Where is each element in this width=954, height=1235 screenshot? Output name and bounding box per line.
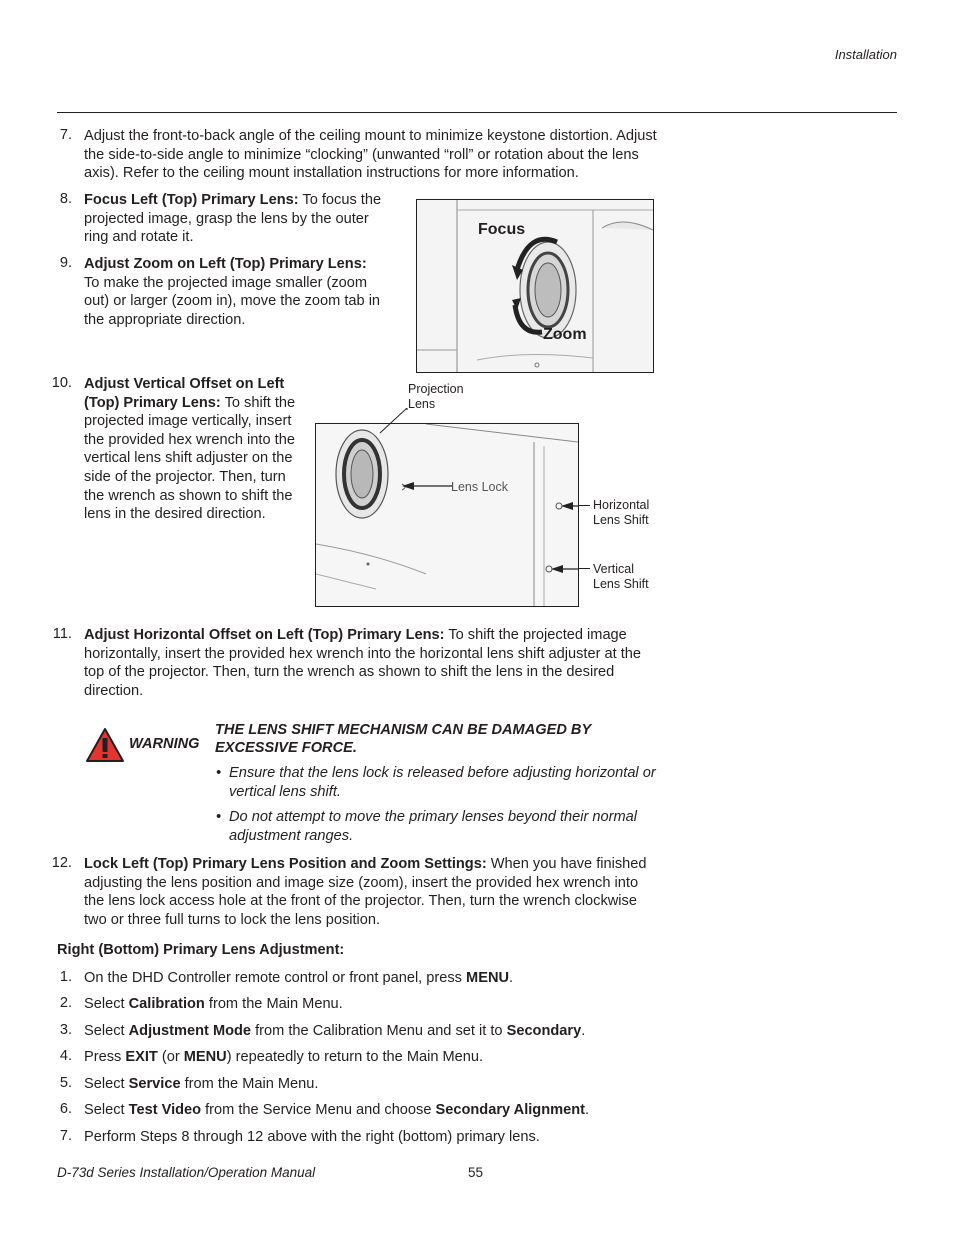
step-11-title: Adjust Horizontal Offset on Left (Top) Primary Lens: [84,627,445,643]
focus-label: Focus [478,221,526,238]
bullet-dot: • [216,765,222,781]
zoom-label: Zoom [543,326,587,343]
step-number: 1. [59,969,72,985]
vertical-lens-shift-label: Vertical Lens Shift [593,562,649,591]
step-10-title: Adjust Vertical Offset on Left (Top) Primary Lens: [84,376,285,411]
bullet-dot: • [216,809,222,825]
running-header: Installation [834,47,897,62]
step-number: 2. [59,995,72,1011]
step-number: 3. [59,1022,72,1038]
lens-shift-illustration [316,424,578,606]
step-9-body: To make the projected image smaller (zoom out) or larger (zoom in), move the zoom tab in the appropriate direction. [84,274,381,328]
step-10-text [84,375,296,524]
projection-lens-leader [355,408,415,448]
step-number: 7. [59,1128,72,1144]
projector-lens-illustration [417,200,653,372]
page-number: 55 [468,1165,484,1180]
step-number: 7. [59,127,72,143]
step-7-text: Adjust the front-to-back angle of the ceiling mount to minimize keystone distortion. Adjust the side-to-side angle to minimize “clocking” (unwanted “roll” or rotation about the lens axis). Refer to the ceiling mount installation instructions for more information. [84,128,657,182]
lens-lock-label: Lens Lock [451,480,508,494]
lens-shift-figure [315,423,579,607]
right-step-1: On the DHD Controller remote control or front panel, press MENU. [84,970,514,986]
warning-bullet-2: Do not attempt to move the primary lenses beyond their normal adjustment ranges. [229,809,638,844]
projection-lens-label: Projection Lens [408,382,464,411]
step-12-title: Lock Left (Top) Primary Lens Position and Zoom Settings: [84,856,487,872]
step-12-body: When you have finished adjusting the lens position and image size (zoom), insert the provided hex wrench into the lens lock access hole at the front of the projector. Then, turn the wrench clockwise two or three full turns to lock the lens position. [84,856,647,928]
step-9-text [84,255,384,329]
step-11-text [84,626,658,700]
step-8-text [84,191,384,247]
step-number: 8. [59,191,72,207]
warning-label: WARNING [129,736,200,752]
focus-zoom-figure [416,199,654,373]
step-8-body: To focus the projected image, grasp the lens by the outer ring and rotate it. [84,192,382,246]
right-step-5: Select Service from the Main Menu. [84,1076,319,1092]
step-8-title: Focus Left (Top) Primary Lens: [84,192,299,208]
step-number: 4. [59,1048,72,1064]
step-9-title: Adjust Zoom on Left (Top) Primary Lens: [84,256,367,272]
step-number: 5. [59,1075,72,1091]
warning-heading: THE LENS SHIFT MECHANISM CAN BE DAMAGED BY EXCESSIVE FORCE. [215,722,591,756]
horizontal-lens-shift-label: Horizontal Lens Shift [593,498,650,527]
horizontal-leader [578,505,590,506]
warning-bullet-1: Ensure that the lens lock is released before adjusting horizontal or vertical lens shift. [229,765,656,800]
step-12-text [84,855,654,929]
section-heading: Right (Bottom) Primary Lens Adjustment: [57,942,345,958]
right-step-3: Select Adjustment Mode from the Calibration Menu and set it to Secondary. [84,1023,586,1039]
step-number: 6. [59,1101,72,1117]
right-step-7: Perform Steps 8 through 12 above with the right (bottom) primary lens. [84,1129,540,1145]
step-10-body: To shift the projected image vertically, insert the provided hex wrench into the vertical lens shift adjuster on the side of the projector. Then, turn the wrench as shown to shift the lens in the desired direction. [84,394,296,523]
step-number: 12. [51,855,72,871]
step-number: 10. [51,375,72,391]
footer-manual-title: D-73d Series Installation/Operation Manual [57,1165,316,1180]
right-step-6: Select Test Video from the Service Menu and choose Secondary Alignment. [84,1102,590,1118]
warning-icon [85,727,125,763]
step-number: 9. [59,255,72,271]
step-number: 11. [52,626,72,642]
header-rule [57,112,897,113]
right-step-2: Select Calibration from the Main Menu. [84,996,343,1012]
step-11-body: To shift the projected image horizontally, insert the provided hex wrench into the horizontal lens shift adjuster at the top of the projector. Then, turn the wrench as shown to shift the lens in the desired direction. [84,627,642,699]
vertical-leader [578,568,590,569]
right-step-4: Press EXIT (or MENU) repeatedly to return to the Main Menu. [84,1049,484,1065]
